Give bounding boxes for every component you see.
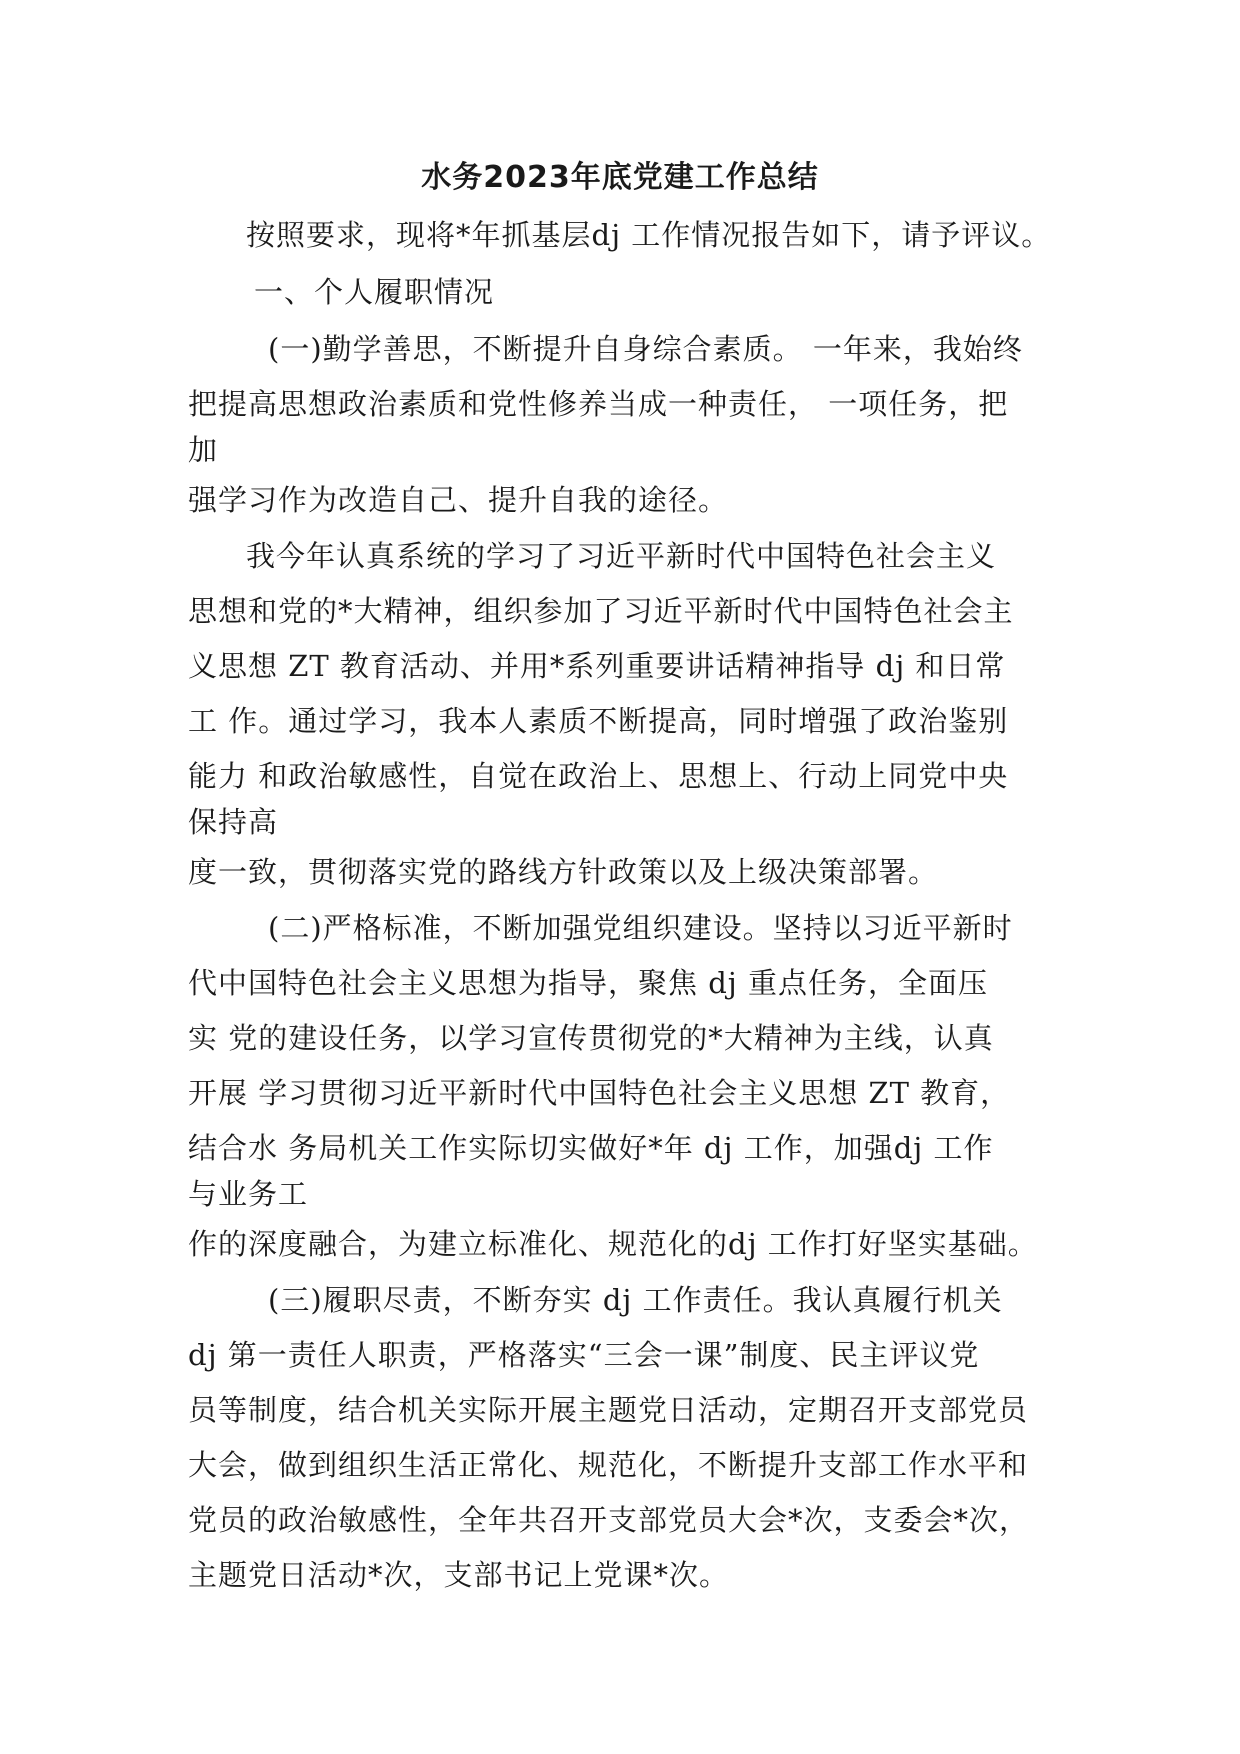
text-line: 保持高 xyxy=(188,805,279,839)
text-line: 结合水 务局机关工作实际切实做好*年 dj 工作，加强dj 工作 xyxy=(188,1131,994,1165)
document-title: 水务2023年底党建工作总结 xyxy=(421,160,819,195)
text-line: (一)勤学善思，不断提升自身综合素质。 一年来，我始终 xyxy=(268,332,1023,366)
text-line: 加 xyxy=(188,433,219,467)
text-line: 实 党的建设任务，以学习宣传贯彻党的*大精神为主线，认真 xyxy=(188,1021,994,1055)
text-line: 主题党日活动*次，支部书记上党课*次。 xyxy=(188,1558,730,1592)
text-line: 与业务工 xyxy=(188,1177,309,1211)
text-line: 按照要求，现将*年抓基层dj 工作情况报告如下，请予评议。 xyxy=(246,218,1052,252)
text-line: (二)严格标准，不断加强党组织建设。坚持以习近平新时 xyxy=(268,911,1013,945)
text-line: dj 第一责任人职责，严格落实“三会一课”制度、民主评议党 xyxy=(188,1338,980,1372)
text-line: 强学习作为改造自己、提升自我的途径。 xyxy=(188,483,729,517)
text-line: 代中国特色社会主义思想为指导，聚焦 dj 重点任务，全面压 xyxy=(188,966,988,1000)
text-line: (三)履职尽责，不断夯实 dj 工作责任。我认真履行机关 xyxy=(268,1283,1003,1317)
text-line: 工 作。通过学习，我本人素质不断提高，同时增强了政治鉴别 xyxy=(188,704,1009,738)
text-line: 大会，做到组织生活正常化、规范化，不断提升支部工作水平和 xyxy=(188,1448,1029,1482)
text-line: 我今年认真系统的学习了习近平新时代中国特色社会主义 xyxy=(246,539,997,573)
section-heading: 一、个人履职情况 xyxy=(254,275,495,309)
text-line: 度一致，贯彻落实党的路线方针政策以及上级决策部署。 xyxy=(188,855,939,889)
text-line: 开展 学习贯彻习近平新时代中国特色社会主义思想 ZT 教育， xyxy=(188,1076,1011,1110)
text-line: 思想和党的*大精神，组织参加了习近平新时代中国特色社会主 xyxy=(188,594,1014,628)
text-line: 员等制度，结合机关实际开展主题党日活动，定期召开支部党员 xyxy=(188,1393,1029,1427)
text-line: 能力 和政治敏感性，自觉在政治上、思想上、行动上同党中央 xyxy=(188,759,1009,793)
text-line: 把提高思想政治素质和党性修养当成一种责任， 一项任务，把 xyxy=(188,387,1009,421)
text-line: 党员的政治敏感性，全年共召开支部党员大会*次，支委会*次， xyxy=(188,1503,1030,1537)
text-line: 作的深度融合，为建立标准化、规范化的dj 工作打好坚实基础。 xyxy=(188,1227,1038,1261)
text-line: 义思想 ZT 教育活动、并用*系列重要讲话精神指导 dj 和日常 xyxy=(188,649,1006,683)
